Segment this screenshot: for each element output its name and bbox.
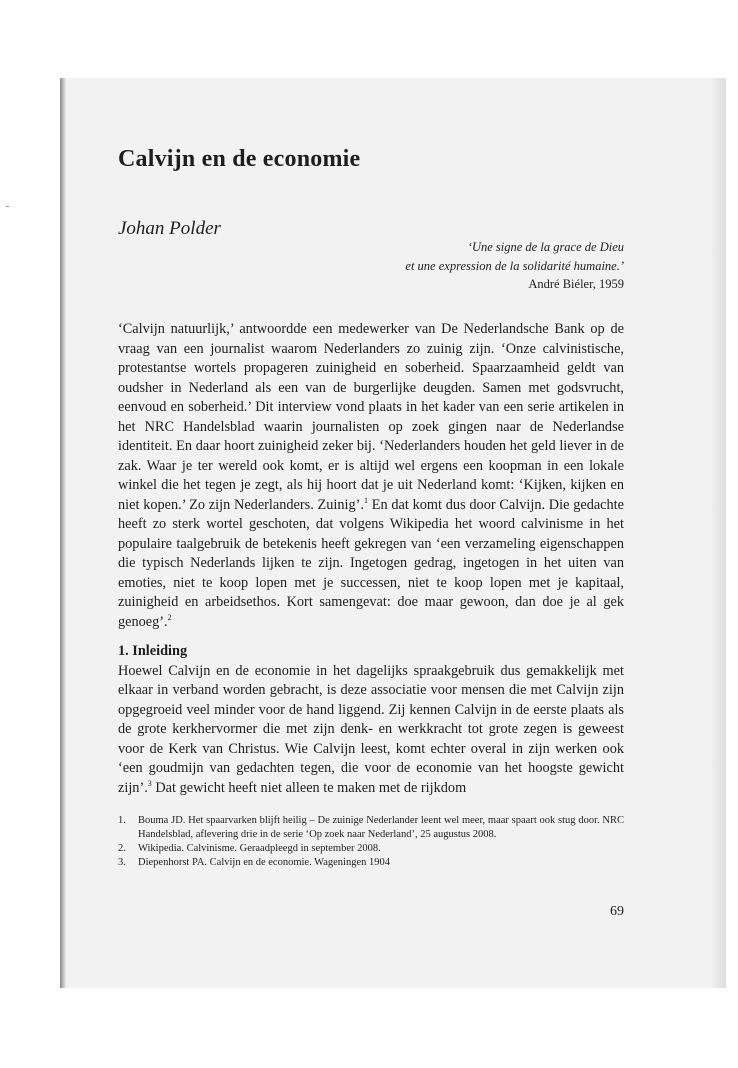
footnote-number: 2. <box>118 843 126 854</box>
section-heading: 1. Inleiding <box>118 643 188 659</box>
page-number: 69 <box>610 904 624 919</box>
footnote <box>118 842 624 856</box>
paragraph-2-part-2: Dat gewicht heeft niet alleen te maken met de rijkdom <box>151 779 467 796</box>
footnote-number: 3. <box>118 857 126 868</box>
margin-mark <box>6 206 9 207</box>
footnote-text: Bouma JD. Het spaarvarken blijft heilig – De zuinige Nederlander leent wel meer, maar spaart ook stug door. NRC Handelsblad, aflevering drie in de serie ‘Op zoek naar Nederland’, 25 augustus 2008. <box>138 815 624 840</box>
paragraph-2-part-1: Hoewel Calvijn en de economie in het dagelijks spraakgebruik dus gemakkelijk met elkaar in verband worden gebracht, is deze associatie voor mensen die met Calvijn zijn opgegroeid veel minder voor de hand liggend. Zij kennen Calvijn in de eerste plaats als de grote kerkhervormer die met zijn denk- en werkkracht tot grote zegen is geweest voor de Kerk van Christus. Wie Calvijn leest, komt echter overal in zijn werken ook ‘een goudmijn van gedachten tegen, die voor de economie van het hoogste gewicht zijn’. <box>118 662 624 796</box>
epigraph-line-1: ‘Une signe de la grace de Dieu <box>467 240 624 254</box>
body-text <box>118 320 624 798</box>
chapter-author: Johan Polder <box>118 218 221 239</box>
footnote <box>118 814 624 842</box>
footnote-ref-3: 3 <box>147 778 152 788</box>
paragraph-1 <box>118 320 624 632</box>
footnotes <box>118 814 624 870</box>
footnote <box>118 856 624 870</box>
paragraph-1-part-2: En dat komt dus door Calvijn. Die gedachte heeft zo sterk wortel geschoten, dat volgens Wikipedia het woord calvinisme in het populaire taalgebruik de betekenis heeft gekregen van ‘een verzameling eigenschappen die typisch Nederlands lijken te zijn. Ingetogen gedrag, ingetogen in het uiten van emoties, niet te koop lopen met je successen, niet te koop lopen met je kapitaal, zuinigheid en arbeidsethos. Kort samengevat: doe maar gewoon, dan doe je al gek genoeg’. <box>118 496 624 630</box>
epigraph-line-2: et une expression de la solidarité humaine.’ <box>405 258 624 273</box>
epigraph-source: André Biéler, 1959 <box>528 277 624 291</box>
footnote-ref-1: 1 <box>364 495 369 505</box>
paragraph-1-part-1: ‘Calvijn natuurlijk,’ antwoordde een medewerker van De Nederlandsche Bank op de vraag van een journalist waarom Nederlanders zo zuinig zijn. ‘Onze calvinistische, protestantse wortels propageren zuinigheid en soberheid. Spaarzaamheid geldt van oudsher in Nederland als een van de burgerlijke deugden. Samen met godsvrucht, eenvoud en soberheid.’ Dit interview vond plaats in het kader van een serie artikelen in het NRC Handelsblad waarin journalisten op zoek gingen naar de Nederlandse identiteit. En daar hoort zuinigheid zeker bij. ‘Nederlanders houden het geld liever in de zak. Waar je ter wereld ook komt, er is altijd wel ergens een koopman in een lokale winkel die het tegen je zegt, als hij hoort dat je uit Nederland komt: ‘Kijken, kijken en niet kopen.’ Zo zijn Nederlanders. Zuinig’. <box>118 321 624 513</box>
page-gutter <box>60 78 66 988</box>
footnote-text: Diepenhorst PA. Calvijn en de economie. Wageningen 1904 <box>138 857 390 868</box>
footnote-text: Wikipedia. Calvinisme. Geraadpleegd in september 2008. <box>138 843 381 854</box>
chapter-title: Calvijn en de economie <box>118 146 361 172</box>
footnote-ref-2: 2 <box>167 612 172 622</box>
page-edge <box>712 78 726 988</box>
footnote-number: 1. <box>118 815 126 826</box>
paragraph-2 <box>118 662 624 799</box>
epigraph <box>405 238 624 294</box>
